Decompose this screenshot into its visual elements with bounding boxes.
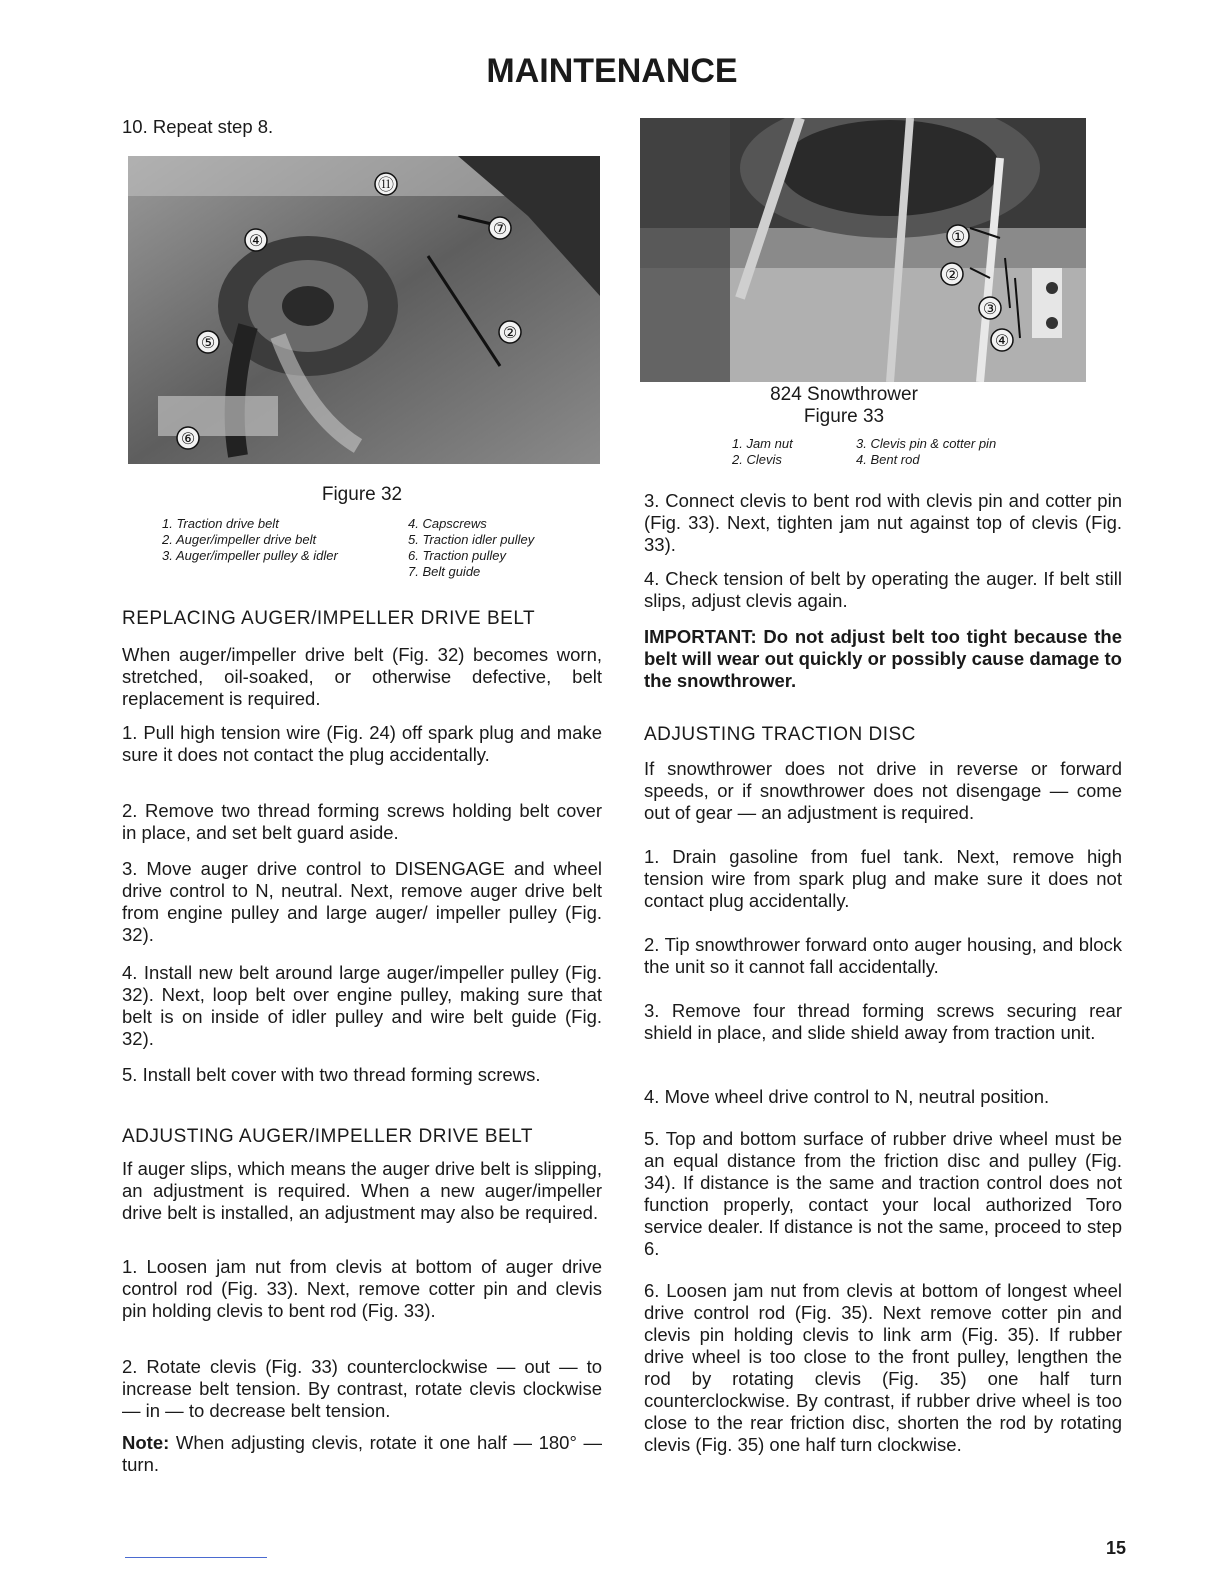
step-item: 1. Drain gasoline from fuel tank. Next, remove high tension wire from spark plug and make sure it does not contact plug accidentally. (644, 846, 1122, 911)
page-title: MAINTENANCE (486, 52, 738, 90)
figure-32-legend-col1 (162, 516, 338, 564)
figure-32-callout: ⑦ (492, 219, 508, 238)
legend-item: 3. Auger/impeller pulley & idler (162, 548, 338, 563)
figure-33-callout: ① (950, 227, 966, 246)
legend-item: 4. Capscrews (408, 516, 487, 531)
figure-32-illustration (128, 156, 600, 464)
figure-33-callout: ② (944, 265, 960, 284)
step-item: 4. Check tension of belt by operating the auger. If belt still slips, adjust clevis again. (644, 568, 1122, 611)
step-item: 4. Install new belt around large auger/impeller pulley (Fig. 32). Next, loop belt over engine pulley, making sure that belt is on inside of idler pulley and wire belt guide (Fig. 32). (122, 962, 602, 1049)
step-item: 1. Loosen jam nut from clevis at bottom of auger drive control rod (Fig. 33). Next, remove cotter pin and clevis pin holding clevis to bent rod (Fig. 33). (122, 1256, 602, 1321)
step-item: 2. Rotate clevis (Fig. 33) counterclockwise — out — to increase belt tension. By contrast, rotate clevis clockwise — in — to decrease belt tension. (122, 1356, 602, 1421)
figure-33-legend-col1 (732, 436, 793, 468)
note-text: When adjusting clevis, rotate it one half — 180° — turn. (122, 1432, 602, 1475)
figure-33-callout: ③ (982, 299, 998, 318)
step-item: 6. Loosen jam nut from clevis at bottom of longest wheel drive control rod (Fig. 35). Next remove cotter pin and clevis pin holding clevis to link arm (Fig. 35). If rubber drive wheel is too close to the front pulley, lengthen the rod by rotating clevis (Fig. 35) one half turn counterclockwise. By contrast, if rubber drive wheel is too close to the rear friction disc, shorten the rod by rotating clevis (Fig. 35) one half turn clockwise. (644, 1280, 1122, 1455)
figure-32-callout: ② (502, 323, 518, 342)
legend-item: 6. Traction pulley (408, 548, 507, 563)
figure-33-illustration (640, 118, 1086, 382)
step-item: 3. Move auger drive control to DISENGAGE and wheel drive control to N, neutral. Next, remove auger drive belt from engine pulley and large auger/ impeller pulley (Fig. 32). (122, 858, 602, 945)
footer-rule (125, 1557, 267, 1558)
legend-item: 1. Traction drive belt (162, 516, 279, 531)
figure-33-legend-col2 (856, 436, 996, 468)
legend-item: 7. Belt guide (408, 564, 481, 579)
step-item: 1. Pull high tension wire (Fig. 24) off spark plug and make sure it does not contact the plug accidentally. (122, 722, 602, 765)
step-item: 3. Connect clevis to bent rod with clevis pin and cotter pin (Fig. 33). Next, tighten jam nut against top of clevis (Fig. 33). (644, 490, 1122, 555)
note (122, 1432, 602, 1476)
legend-item: 2. Clevis (732, 452, 782, 467)
figure-32-callout: ⑥ (180, 429, 196, 448)
figure-32-callout: ⑤ (200, 333, 216, 352)
section-heading-replacing: REPLACING AUGER/IMPELLER DRIVE BELT (122, 608, 536, 629)
legend-item: 5. Traction idler pulley (408, 532, 535, 547)
legend-item: 2. Auger/impeller drive belt (162, 532, 317, 547)
step-item: 4. Move wheel drive control to N, neutral position. (644, 1086, 1050, 1107)
step-item: 5. Install belt cover with two thread forming screws. (122, 1064, 541, 1085)
step-item: 3. Remove four thread forming screws securing rear shield in place, and slide shield away from traction unit. (644, 1000, 1122, 1043)
step-10: 10. Repeat step 8. (122, 116, 274, 137)
step-item: 2. Remove two thread forming screws holding belt cover in place, and set belt guard aside. (122, 800, 602, 843)
figure-32-callout: ⑪ (377, 175, 395, 194)
legend-item: 3. Clevis pin & cotter pin (856, 436, 997, 451)
figure-32-photo (128, 156, 600, 464)
legend-item: 1. Jam nut (732, 436, 793, 451)
figure-33-caption: Figure 33 (803, 406, 885, 427)
figure-32-caption: Figure 32 (321, 484, 403, 505)
figure-33-photo (640, 118, 1086, 382)
page-number: 15 (1105, 1538, 1126, 1558)
paragraph: When auger/impeller drive belt (Fig. 32) becomes worn, stretched, oil-soaked, or otherwise defective, belt replacement is required. (122, 644, 602, 709)
step-item: 5. Top and bottom surface of rubber drive wheel must be an equal distance from the friction disc and pulley (Fig. 34). If distance is the same and traction control does not function properly, contact your local authorized Toro service dealer. If distance is not the same, proceed to step 6. (644, 1128, 1122, 1259)
paragraph: If snowthrower does not drive in reverse or forward speeds, or if snowthrower does not disengage — come out of gear — an adjustment is required. (644, 758, 1122, 823)
figure-32-legend-col2 (408, 516, 534, 580)
figure-33-callout: ④ (994, 331, 1010, 350)
step-item: 2. Tip snowthrower forward onto auger housing, and block the unit so it cannot fall accidentally. (644, 934, 1122, 977)
figure-32-callout: ④ (248, 231, 264, 250)
legend-item: 4. Bent rod (856, 452, 920, 467)
paragraph: If auger slips, which means the auger drive belt is slipping, an adjustment is required. When a new auger/impeller drive belt is installed, an adjustment may also be required. (122, 1158, 602, 1223)
important-notice: IMPORTANT: Do not adjust belt too tight because the belt will wear out quickly or possibly cause damage to the snowthrower. (644, 626, 1122, 691)
section-heading-traction-disc: ADJUSTING TRACTION DISC (644, 724, 916, 745)
section-heading-adjusting-belt: ADJUSTING AUGER/IMPELLER DRIVE BELT (122, 1126, 533, 1147)
note-label: Note: (122, 1432, 170, 1453)
figure-33-model: 824 Snowthrower (770, 384, 918, 405)
